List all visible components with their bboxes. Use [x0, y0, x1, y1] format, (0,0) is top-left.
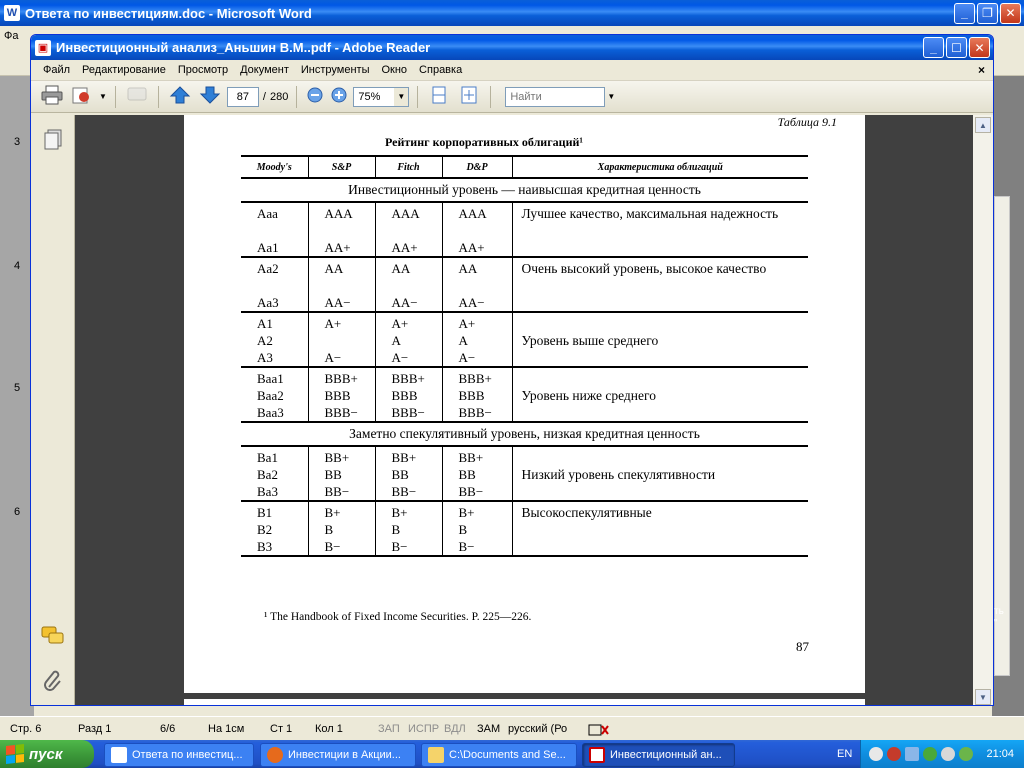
next-page-button[interactable] — [197, 84, 223, 110]
word-minimize-button[interactable]: _ — [954, 3, 975, 24]
rating-code: A− — [458, 350, 476, 365]
rating-code: A1 — [257, 316, 273, 331]
share-dropdown-arrow-icon[interactable]: ▼ — [99, 92, 107, 101]
rating-code: B2 — [257, 522, 273, 537]
status-language: русский (Ро — [508, 723, 568, 735]
update-icon[interactable] — [959, 747, 973, 761]
navigation-panel — [31, 115, 75, 706]
rating-group-row — [241, 501, 808, 556]
toolbar-separator — [296, 86, 297, 108]
rating-code — [459, 222, 506, 239]
rating-cell-moodys — [241, 202, 308, 257]
rating-code: B+ — [391, 505, 408, 520]
rating-code: AA− — [458, 295, 485, 310]
rating-cell-sp — [308, 446, 375, 501]
rating-code — [257, 222, 302, 239]
header-dp: D&P — [442, 156, 512, 178]
rating-code: AA — [391, 261, 411, 276]
rating-code: BB — [391, 467, 409, 482]
header-sp: S&P — [308, 156, 375, 178]
spelling-status-icon[interactable] — [588, 723, 610, 740]
browser-icon — [267, 747, 283, 763]
footnote: ¹ The Handbook of Fixed Income Securities. P. 225—226. — [264, 611, 532, 623]
toolbar-separator — [158, 86, 159, 108]
rating-code: A2 — [257, 333, 273, 348]
printer-icon — [41, 85, 63, 108]
word-right-area — [992, 76, 1024, 716]
ruler-number: 3 — [14, 136, 21, 148]
fit-page-icon — [459, 85, 479, 108]
zoom-out-button[interactable] — [305, 84, 325, 110]
rating-code: A — [391, 333, 401, 348]
scroll-down-button[interactable]: ▼ — [975, 689, 991, 705]
menu-file[interactable]: Файл — [43, 64, 71, 76]
menu-view[interactable]: Просмотр — [177, 64, 229, 76]
rating-code: BBB — [324, 388, 351, 403]
rating-code: B — [324, 522, 334, 537]
status-column: Кол 1 — [315, 723, 343, 735]
find-input[interactable] — [505, 87, 605, 107]
find-box[interactable] — [505, 87, 615, 107]
arrow-up-icon — [169, 85, 191, 108]
back-arrow-icon[interactable] — [869, 747, 883, 761]
rating-group-row — [241, 257, 808, 312]
menu-document[interactable]: Документ — [240, 64, 289, 76]
rating-code: A− — [324, 350, 342, 365]
rating-code: BBB+ — [458, 371, 492, 386]
folder-icon — [428, 747, 444, 763]
rating-code: BB− — [458, 484, 484, 499]
comment-button[interactable] — [124, 84, 150, 110]
rating-group-row — [241, 367, 808, 422]
scroll-up-button[interactable]: ▲ — [975, 117, 991, 133]
rating-code: B1 — [257, 505, 273, 520]
header-moodys: Moody's — [241, 156, 308, 178]
status-position: На 1см — [208, 723, 245, 735]
rating-code: BB+ — [324, 450, 350, 465]
page-number: 87 — [796, 639, 809, 654]
chevron-down-icon: ▼ — [394, 88, 408, 106]
rating-group-row — [241, 446, 808, 501]
rating-description: Уровень ниже среднего — [512, 367, 808, 422]
taskbar — [0, 740, 1024, 768]
ratings-table — [241, 155, 808, 557]
antivirus-icon[interactable] — [887, 747, 901, 761]
total-pages: 280 — [269, 90, 289, 103]
rating-cell-dp — [442, 446, 512, 501]
rating-code: BBB− — [391, 405, 425, 420]
menu-help[interactable]: Справка — [419, 64, 463, 76]
toolbar-separator — [417, 86, 418, 108]
rating-code — [325, 222, 369, 239]
rating-code: Ba2 — [257, 467, 278, 482]
zoom-value: 75% — [358, 90, 381, 103]
document-area[interactable] — [75, 115, 973, 706]
language-indicator[interactable]: EN — [837, 748, 853, 760]
rating-code: Aaa — [257, 206, 278, 221]
rating-cell-sp — [308, 501, 375, 556]
task-label: Инвестиции в Акции... — [288, 749, 401, 761]
rating-code: B — [458, 522, 468, 537]
pdf-icon — [589, 747, 605, 763]
reader-minimize-button[interactable]: _ — [923, 37, 944, 58]
rating-cell-sp — [308, 257, 375, 312]
previous-page-button[interactable] — [167, 84, 193, 110]
rating-code: BBB — [391, 388, 418, 403]
menu-edit[interactable]: Редактирование — [82, 64, 166, 76]
rating-group-row — [241, 202, 808, 257]
speech-bubbles-icon — [41, 626, 65, 649]
rating-code: BB — [458, 467, 476, 482]
rating-description: Уровень выше среднего — [512, 312, 808, 367]
task-adobe-reader[interactable] — [582, 743, 735, 767]
reader-close-button[interactable]: ✕ — [969, 37, 990, 58]
word-app-icon: W — [4, 5, 20, 21]
attachments-panel-button[interactable] — [41, 669, 65, 693]
fit-width-icon — [429, 85, 449, 108]
status-extend[interactable]: ВДЛ — [444, 723, 466, 735]
rating-code: BBB− — [458, 405, 492, 420]
rating-description: Лучшее качество, максимальная надежность — [512, 202, 808, 257]
header-description: Характеристика облигаций — [512, 156, 808, 178]
rating-code: AA+ — [391, 240, 418, 255]
rating-cell-moodys — [241, 367, 308, 422]
reader-maximize-button[interactable]: ☐ — [946, 37, 967, 58]
reader-window — [30, 34, 994, 706]
rating-code: Aa1 — [257, 240, 279, 255]
rating-code — [392, 277, 436, 294]
rating-code: A+ — [458, 316, 476, 331]
rating-code: B3 — [257, 539, 273, 554]
status-overtype[interactable]: ЗАМ — [477, 723, 501, 735]
word-close-button[interactable]: ✕ — [1000, 3, 1021, 24]
task-label: Инвестиционный ан... — [610, 749, 722, 761]
rating-cell-moodys — [241, 446, 308, 501]
task-explorer[interactable] — [421, 743, 577, 767]
rating-code: AA− — [391, 295, 418, 310]
rating-code: Aa3 — [257, 295, 279, 310]
reader-vertical-scrollbar[interactable] — [973, 115, 993, 706]
page-number-input[interactable] — [227, 87, 259, 107]
rating-cell-sp — [308, 367, 375, 422]
rating-code: BBB+ — [324, 371, 358, 386]
task-label: C:\Documents and Se... — [449, 749, 566, 761]
word-vertical-ruler — [0, 76, 34, 716]
section-investment-grade: Инвестиционный уровень — наивысшая кредитная ценность — [241, 178, 808, 202]
rating-cell-dp — [442, 257, 512, 312]
rating-cell-dp — [442, 312, 512, 367]
rating-code: B− — [391, 539, 408, 554]
toolbar-separator — [115, 86, 116, 108]
table-number: Таблица 9.1 — [777, 115, 837, 129]
document-close-button[interactable]: × — [977, 63, 985, 77]
rating-cell-fitch — [375, 446, 442, 501]
rating-code: AAA — [458, 206, 487, 221]
rating-code: B− — [324, 539, 341, 554]
reader-toolbar — [31, 81, 993, 113]
reader-titlebar[interactable] — [31, 35, 993, 60]
toolbar-separator — [490, 86, 491, 108]
menu-tools[interactable]: Инструменты — [300, 64, 370, 76]
word-status-bar — [0, 716, 1024, 742]
menu-window[interactable]: Окно — [381, 64, 408, 76]
reader-title: Инвестиционный анализ_Аньшин В.М..pdf - Adobe Reader — [56, 40, 431, 55]
rating-cell-moodys — [241, 257, 308, 312]
fit-page-button[interactable] — [456, 84, 482, 110]
rating-cell-dp — [442, 202, 512, 257]
comment-icon — [126, 85, 148, 108]
header-fitch: Fitch — [375, 156, 442, 178]
find-dropdown-icon[interactable]: ▼ — [607, 92, 616, 101]
rating-code — [325, 277, 369, 294]
ruler-number: 4 — [14, 260, 21, 272]
rating-description: Очень высокий уровень, высокое качество — [512, 257, 808, 312]
rating-code — [257, 277, 302, 294]
email-attach-icon — [71, 85, 93, 108]
fit-width-button[interactable] — [426, 84, 452, 110]
rating-description: Высокоспекулятивные — [512, 501, 808, 556]
security-icon[interactable] — [941, 747, 955, 761]
rating-code: B — [391, 522, 401, 537]
rating-code — [325, 332, 369, 349]
word-text-fragment: ть — [994, 606, 1004, 617]
rating-code: B+ — [458, 505, 475, 520]
paperclip-icon — [43, 669, 63, 694]
rating-code: AA — [324, 261, 344, 276]
section-speculative-grade: Заметно спекулятивный уровень, низкая кредитная ценность — [241, 422, 808, 446]
pages-icon — [43, 129, 63, 154]
windows-logo-icon — [6, 744, 24, 764]
word-doc-icon — [111, 747, 127, 763]
rating-code: AA+ — [458, 240, 485, 255]
rating-cell-sp — [308, 312, 375, 367]
rating-code: A+ — [324, 316, 342, 331]
pdf-app-icon: ▣ — [35, 40, 51, 56]
rating-cell-sp — [308, 202, 375, 257]
rating-code: Baa1 — [257, 371, 284, 386]
rating-code: BB− — [324, 484, 350, 499]
rating-cell-fitch — [375, 257, 442, 312]
rating-cell-dp — [442, 501, 512, 556]
rating-code: Ba1 — [257, 450, 278, 465]
rating-code: AA− — [324, 295, 351, 310]
rating-code: AA — [458, 261, 478, 276]
status-pages: 6/6 — [160, 723, 176, 735]
rating-code: A− — [391, 350, 409, 365]
word-titlebar[interactable] — [0, 0, 1024, 26]
table-title: Рейтинг корпоративных облигаций¹ — [385, 135, 583, 149]
rating-code: BB+ — [391, 450, 417, 465]
rating-code: BB — [324, 467, 342, 482]
next-pdf-page — [184, 699, 865, 706]
rating-code: Ba3 — [257, 484, 278, 499]
rating-code — [392, 222, 436, 239]
rating-code: BB− — [391, 484, 417, 499]
rating-code: B− — [458, 539, 475, 554]
rating-cell-moodys — [241, 501, 308, 556]
rating-code: A — [458, 333, 468, 348]
rating-code: BB+ — [458, 450, 484, 465]
rating-description: Низкий уровень спекулятивности — [512, 446, 808, 501]
word-vertical-scrollbar[interactable] — [994, 196, 1010, 676]
rating-code: BBB+ — [391, 371, 425, 386]
rating-cell-fitch — [375, 367, 442, 422]
rating-group-row — [241, 312, 808, 367]
start-button[interactable] — [0, 740, 94, 768]
pages-panel-button[interactable] — [41, 129, 65, 153]
zoom-out-icon — [307, 87, 323, 106]
rating-code: BBB− — [324, 405, 358, 420]
zoom-in-button[interactable] — [329, 84, 349, 110]
clock: 21:04 — [986, 748, 1014, 760]
pdf-page — [184, 115, 865, 693]
word-text-fragment: " — [994, 618, 998, 629]
rating-cell-moodys — [241, 312, 308, 367]
rating-code: A+ — [391, 316, 409, 331]
word-title: Ответа по инвестициям.doc - Microsoft Word — [25, 5, 312, 21]
zoom-in-icon — [331, 87, 347, 106]
rating-code — [459, 277, 506, 294]
task-word[interactable] — [104, 743, 254, 767]
status-line: Ст 1 — [270, 723, 293, 735]
system-tray — [837, 740, 1024, 768]
zoom-select[interactable] — [353, 87, 409, 107]
rating-code: A3 — [257, 350, 273, 365]
comments-panel-button[interactable] — [41, 625, 65, 649]
word-menu-file-fragment[interactable]: Фа — [4, 30, 19, 42]
arrow-down-icon — [199, 85, 221, 108]
rating-code: B+ — [324, 505, 341, 520]
rating-cell-dp — [442, 367, 512, 422]
rating-code: Aa2 — [257, 261, 279, 276]
ruler-number: 5 — [14, 382, 21, 394]
rating-cell-fitch — [375, 202, 442, 257]
reader-menubar — [31, 60, 993, 81]
status-track[interactable]: ИСПР — [408, 723, 440, 735]
network-icon[interactable] — [905, 747, 919, 761]
rating-code: AA+ — [324, 240, 351, 255]
status-rec[interactable]: ЗАП — [378, 723, 400, 735]
print-button[interactable] — [39, 84, 65, 110]
rating-cell-fitch — [375, 501, 442, 556]
rating-code: Baa3 — [257, 405, 284, 420]
task-label: Ответа по инвестиц... — [132, 749, 243, 761]
start-label: пуск — [29, 745, 63, 763]
status-section: Разд 1 — [78, 723, 112, 735]
task-firefox[interactable] — [260, 743, 416, 767]
rating-code: AAA — [324, 206, 353, 221]
ruler-number: 6 — [14, 506, 21, 518]
rating-cell-fitch — [375, 312, 442, 367]
word-restore-button[interactable]: ❐ — [977, 3, 998, 24]
reader-body — [31, 115, 993, 706]
rating-code: BBB — [458, 388, 485, 403]
rating-code: Baa2 — [257, 388, 284, 403]
status-page: Стр. 6 — [10, 723, 42, 735]
page-separator: / — [262, 90, 266, 103]
sound-icon[interactable] — [923, 747, 937, 761]
rating-code: AAA — [391, 206, 420, 221]
share-button[interactable] — [69, 84, 95, 110]
